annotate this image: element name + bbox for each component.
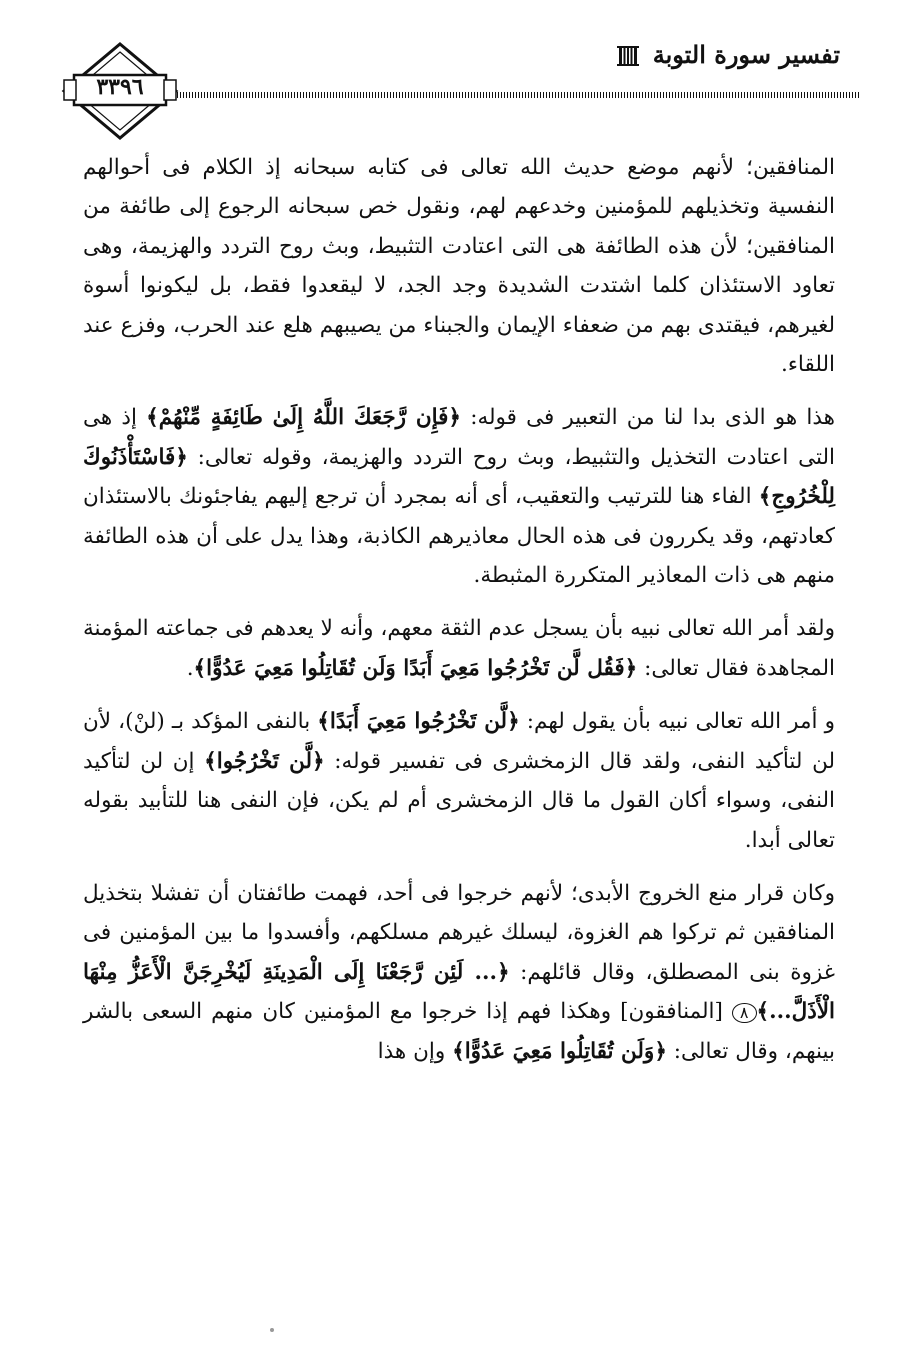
quran-quote: ﴿لَّن تَخْرُجُوا﴾ [204, 748, 325, 774]
paragraph-text: و أمر الله تعالى نبيه بأن يقول لهم: [519, 709, 835, 735]
paragraph-5 [83, 874, 835, 1071]
paragraph-text: المنافقين؛ لأنهم موضع حديث الله تعالى فى كتابه سبحانه إذ الكلام فى أحوالهم النفسية وتخذيلهم للمؤمنين وخدعهم لهم، ونقول خص سبحانه الرجوع إلى طائفة من المنافقين؛ لأن هذه الطائفة هى التى اعتادت التثبيط، وبث روح التردد والهزيمة، وهى تعاود الاستئذان كلما اشتدت الشديدة وجد الجد، لا ليقعدوا فقط، بل ليكونوا أسوة لغيرهم، فيقتدى بهم من ضعفاء الإيمان والجبناء من يصيبهم هلع عند الحرب، وفزع عند اللقاء. [83, 155, 835, 378]
page-header [60, 30, 860, 140]
book-ornament-icon [617, 44, 639, 66]
verse-number: ٨ [732, 1003, 757, 1023]
paragraph-text: ولقد أمر الله تعالى نبيه بأن يسجل عدم الثقة معهم، وأنه لا يعدهم فى جماعته المؤمنة المجاهدة فقال تعالى: [83, 616, 835, 681]
page-number-badge [60, 42, 180, 140]
page-speck [270, 1328, 274, 1332]
paragraph-text: وإن هذا [377, 1038, 453, 1064]
paragraph-text: [المنافقون] وهكذا فهم إذا خرجوا مع المؤمنين كان منهم السعى بالشر بينهم، وقال تعالى: [83, 999, 835, 1064]
paragraph-text: هذا هو الذى بدا لنا من التعبير فى قوله: [461, 405, 835, 431]
quran-quote: ﴿وَلَن تُقَاتِلُوا مَعِيَ عَدُوًّا﴾ [452, 1038, 667, 1064]
paragraph-text: إن لن لتأكيد النفى، وسواء أكان القول ما قال الزمخشرى أم لم يكن، فإن النفى هنا للتأبيد بقوله تعالى أبدا. [83, 748, 835, 853]
quran-quote: ﴿فَقُل لَّن تَخْرُجُوا مَعِيَ أَبَدًا وَلَن تُقَاتِلُوا مَعِيَ عَدُوًّا﴾ [193, 655, 638, 681]
running-title-text: تفسير سورة التوبة [652, 40, 840, 69]
paragraph-text: وكان قرار منع الخروج الأبدى؛ لأنهم خرجوا فى أحد، فهمت طائفتان أن تفشلا بتخذيل المنافقين ثم تركوا هم الغزوة، ليسلك غيرهم مسلكهم، وأفسدوا ما بين المؤمنين فى غزوة بنى المصطلق، وقال قائلهم: [83, 880, 836, 985]
paragraph-text: الفاء هنا للترتيب والتعقيب، أى أنه بمجرد أن ترجع إليهم يفاجئونك بالاستئذان كعادتهم، وقد يكررون فى هذه الحال معاذيرهم الكاذبة، وهذا يدل على أن هذه الطائفة منهم هى ذات المعاذير المتكررة المثبطة. [83, 484, 835, 589]
paragraph-text: بالنفى المؤكد بـ (لنْ)، لأن لن لتأكيد النفى، ولقد قال الزمخشرى فى تفسير قوله: [83, 709, 835, 774]
paragraph-text: إذ هى التى اعتادت التخذيل والتثبيط، وبث روح التردد والهزيمة، وقوله تعالى: [83, 405, 835, 470]
header-rule [135, 92, 860, 98]
body-text [83, 148, 835, 1071]
running-title [617, 40, 840, 69]
quran-quote: ﴿... لَئِن رَّجَعْنَا إِلَى الْمَدِينَةِ لَيُخْرِجَنَّ الْأَعَزُّ مِنْهَا الْأَذَلَّ...﴾ [83, 959, 835, 1025]
paragraph-2 [83, 398, 835, 595]
quran-quote: ﴿فَاسْتَأْذَنُوكَ لِلْخُرُوجِ﴾ [83, 444, 835, 510]
paragraph-1 [83, 148, 835, 384]
page-number: ٣٣٩٦ [96, 74, 144, 100]
paragraph-text: . [186, 655, 194, 681]
quran-quote: ﴿فَإِن رَّجَعَكَ اللَّهُ إِلَىٰ طَائِفَةٍ مِّنْهُمْ﴾ [146, 405, 462, 431]
paragraph-4 [83, 702, 835, 860]
quran-quote: ﴿لَّن تَخْرُجُوا مَعِيَ أَبَدًا﴾ [317, 709, 520, 735]
paragraph-3 [83, 609, 835, 688]
